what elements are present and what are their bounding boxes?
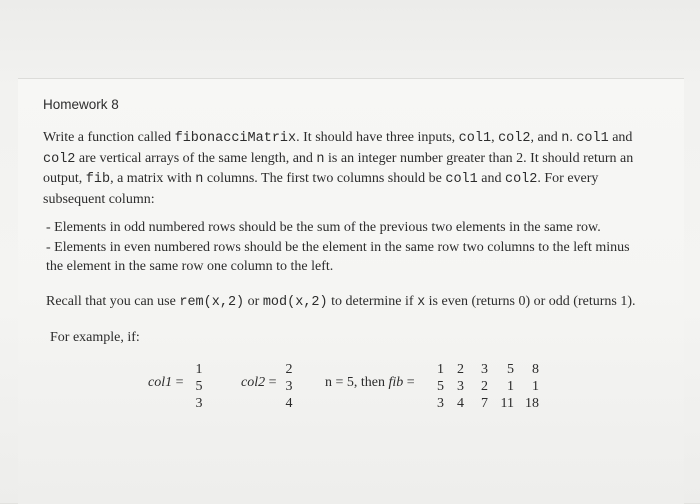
col2-vector — [281, 361, 297, 412]
col1-value: 1 — [195, 362, 203, 377]
text-segment: . For every subsequent column: — [43, 171, 599, 207]
fib-cell: 1 — [507, 379, 514, 394]
fib-cell: 7 — [481, 396, 488, 411]
rule-even-rows-continued: the element in the same row one column to the left. — [46, 259, 334, 274]
text-segment: . It should have three inputs, — [296, 130, 459, 145]
col1-vector — [191, 361, 207, 412]
inline-code: n — [316, 151, 325, 167]
fib-cell: 18 — [525, 396, 539, 411]
col2-value: 2 — [285, 362, 293, 377]
fib-cell: 2 — [481, 379, 488, 394]
text-segment: , — [491, 130, 499, 145]
inline-code: n — [195, 172, 204, 187]
fib-cell: 5 — [437, 379, 444, 394]
recall-hint — [46, 292, 646, 313]
col2-equals: = — [268, 375, 277, 390]
col1-equals: = — [175, 375, 184, 390]
inline-code: fib — [85, 172, 111, 187]
fib-cell: 11 — [500, 396, 514, 411]
col1-equation — [148, 375, 184, 391]
fib-equals: = — [406, 375, 415, 390]
text-segment: and — [477, 171, 505, 186]
fib-cell: 1 — [532, 379, 539, 394]
text-segment: Write a function called — [43, 130, 175, 145]
col1-label: col1 — [148, 375, 173, 390]
inline-code: fibonacciMatrix — [174, 131, 297, 146]
example-intro: For example, if: — [50, 330, 140, 345]
fib-cell: 8 — [532, 362, 539, 377]
fib-cell: 2 — [457, 362, 464, 377]
text-segment: and — [608, 130, 633, 145]
inline-code: col2 — [43, 151, 76, 167]
fib-cell: 1 — [437, 362, 444, 377]
fib-equation — [325, 375, 415, 391]
col2-label: col2 — [241, 375, 266, 390]
text-segment: is even (returns 0) or odd (returns 1). — [425, 294, 636, 309]
text-segment: to determine if — [327, 294, 418, 309]
fib-cell: 3 — [457, 379, 464, 394]
fib-cell: 3 — [481, 362, 488, 377]
text-segment: or — [244, 294, 263, 309]
inline-code: col1 — [445, 172, 478, 187]
text-segment: columns. The first two columns should be — [203, 171, 446, 186]
problem-description — [43, 128, 643, 209]
inline-code: col1 — [458, 131, 492, 146]
n-statement: n = 5, then — [325, 375, 385, 390]
inline-code: col2 — [498, 131, 531, 146]
text-segment: is an integer number greater than 2. It should return an output, — [43, 150, 634, 186]
col2-value: 4 — [285, 396, 293, 411]
col1-value: 5 — [195, 379, 203, 394]
text-segment: are vertical arrays of the same length, and — [75, 150, 317, 166]
fib-label: fib — [388, 375, 404, 390]
col1-value: 3 — [195, 396, 203, 411]
inline-code: rem(x,2) — [179, 295, 245, 310]
text-segment: Recall that you can use — [46, 294, 180, 309]
fib-cell: 3 — [437, 396, 444, 411]
inline-code: n — [561, 131, 570, 146]
inline-code: col2 — [504, 172, 538, 187]
inline-code: mod(x,2) — [262, 295, 328, 310]
inline-code: col1 — [576, 131, 609, 146]
text-segment: , and — [530, 130, 562, 145]
col2-equation — [241, 375, 277, 391]
rule-odd-rows: - Elements in odd numbered rows should be the sum of the previous two elements in the same row. — [46, 220, 601, 235]
col2-value: 3 — [285, 379, 293, 394]
rules-list — [46, 218, 646, 277]
inline-code: x — [417, 295, 426, 310]
text-segment: , a matrix with — [110, 171, 196, 186]
homework-heading: Homework 8 — [43, 97, 119, 112]
text-segment: . — [569, 130, 577, 145]
fib-cell: 4 — [457, 396, 464, 411]
rule-even-rows: - Elements in even numbered rows should be the element in the same row two columns to the left minus — [46, 239, 630, 255]
fib-cell: 5 — [507, 362, 514, 377]
